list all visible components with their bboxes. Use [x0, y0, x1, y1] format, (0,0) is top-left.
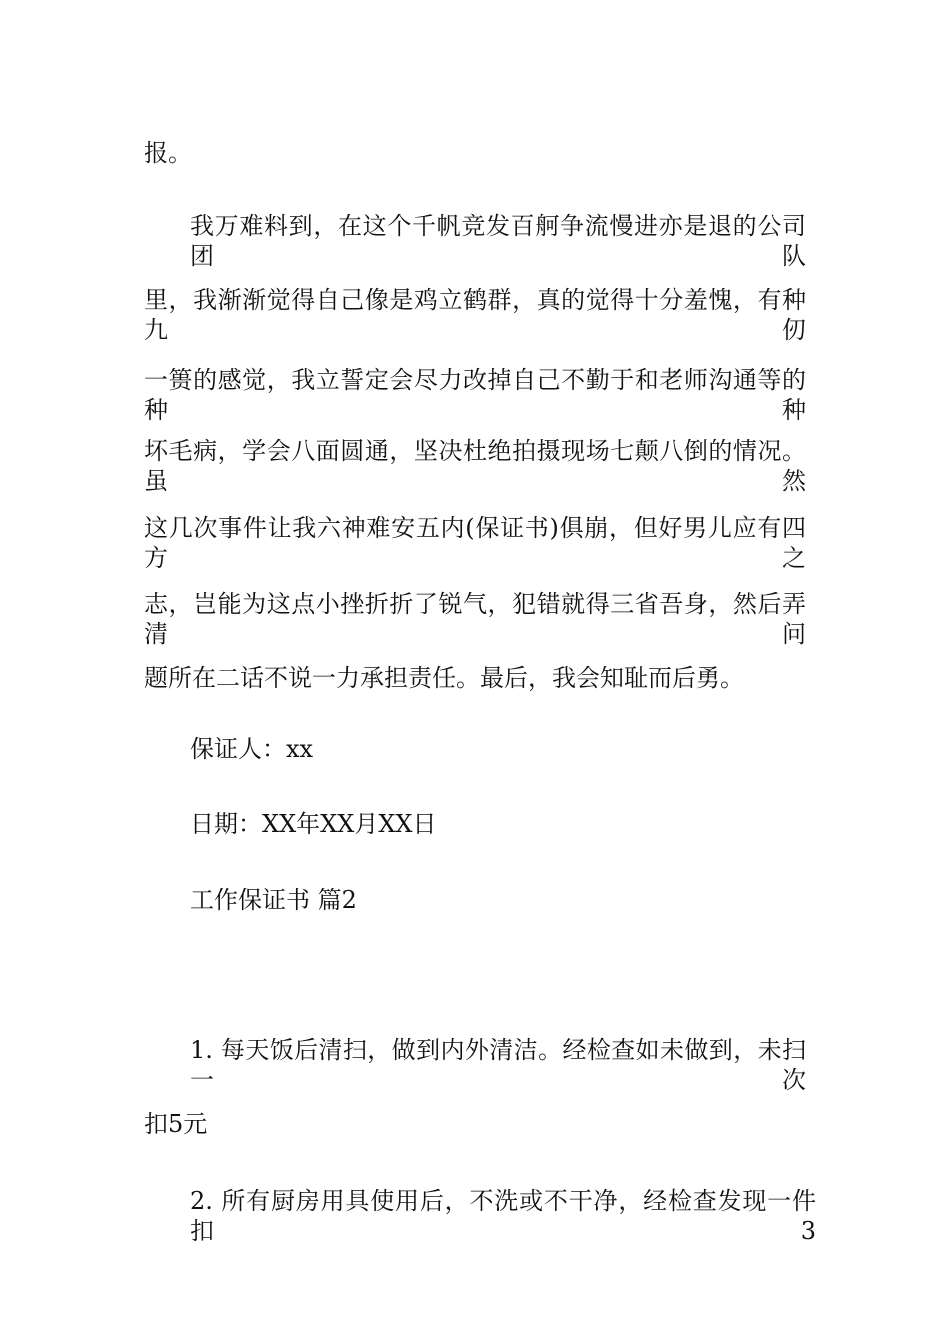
list-item: 2. 所有厨房用具使用后，不洗或不干净，经检查发现一件扣3 — [190, 1187, 816, 1245]
paragraph-line: 我万难料到，在这个千帆竞发百舸争流慢进亦是退的公司团队 — [190, 212, 806, 270]
guarantor-line: 保证人：xx — [190, 735, 314, 763]
paragraph-line: 一篑的感觉，我立誓定会尽力改掉自己不勤于和老师沟通等的种种 — [144, 366, 806, 424]
date-line: 日期：XX年XX月XX日 — [190, 810, 437, 838]
list-item: 扣5元 — [144, 1110, 208, 1138]
paragraph-line: 这几次事件让我六神难安五内(保证书)俱崩，但好男儿应有四方之 — [144, 514, 806, 572]
paragraph-line: 报。 — [144, 139, 192, 167]
paragraph-line: 里，我渐渐觉得自己像是鸡立鹤群，真的觉得十分羞愧，有种九仞 — [144, 286, 806, 344]
paragraph-line: 坏毛病，学会八面圆通，坚决杜绝拍摄现场七颠八倒的情况。虽然 — [144, 437, 806, 495]
paragraph-line: 题所在二话不说一力承担责任。最后，我会知耻而后勇。 — [144, 664, 744, 692]
paragraph-line: 志，岂能为这点小挫折折了锐气，犯错就得三省吾身，然后弄清问 — [144, 590, 806, 648]
list-item: 1. 每天饭后清扫，做到内外清洁。经检查如未做到，未扫一次 — [190, 1036, 806, 1094]
section-title: 工作保证书 篇2 — [190, 886, 357, 914]
